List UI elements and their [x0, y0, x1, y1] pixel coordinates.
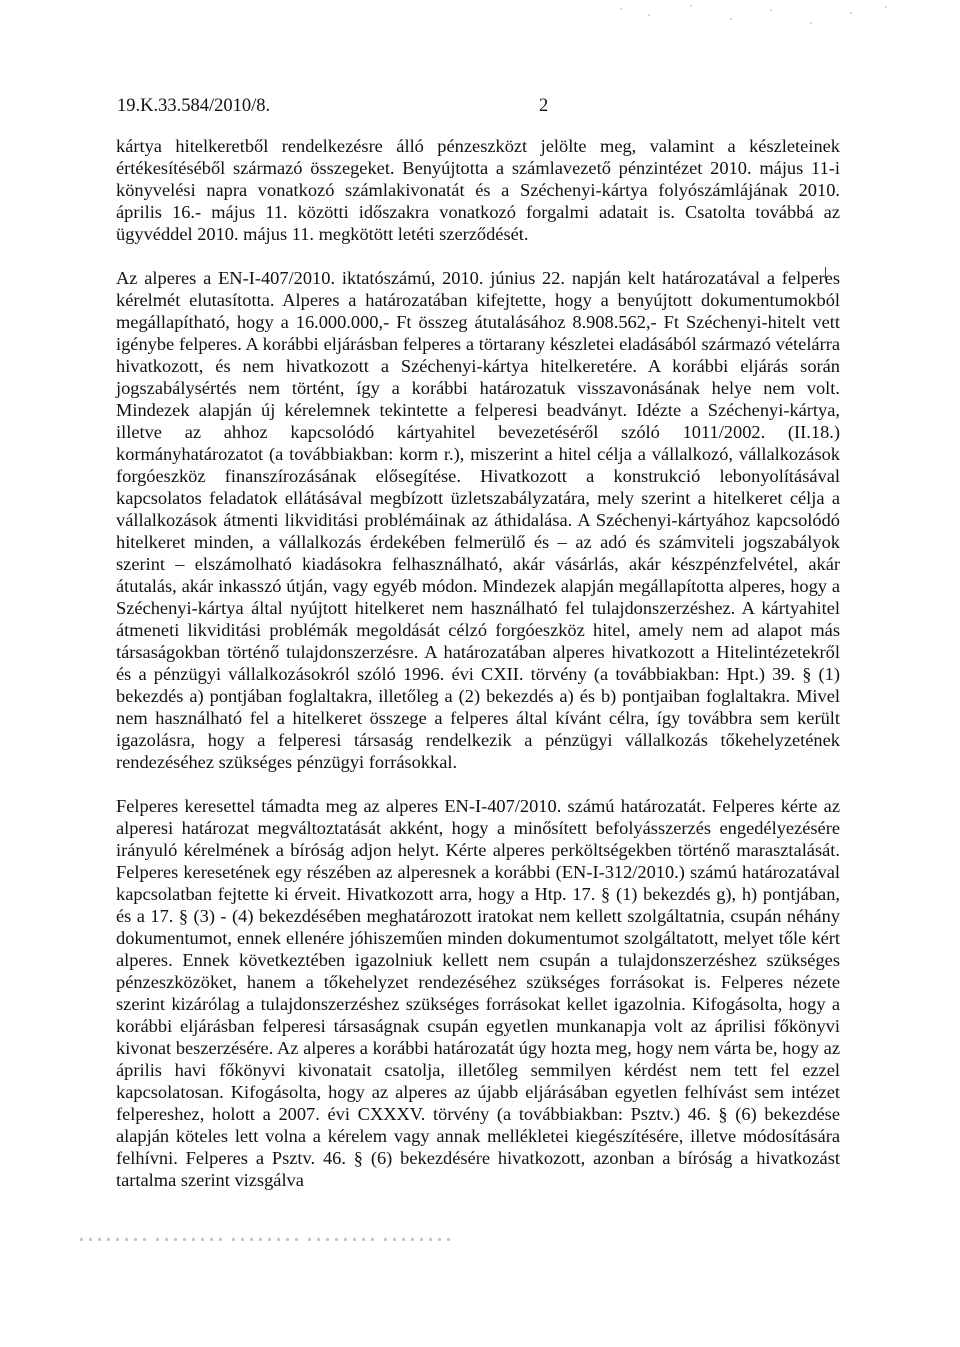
paragraph-3: Felperes keresettel támadta meg az alperes EN-I-407/2010. számú határozatát. Felperes kérte az alperesi határozat megváltoztatását akként, hogy a minősített befolyásszerzés engedélyezésére irányuló kérelmének a bíróság adjon helyt. Kérte alperes perköltségekben történő marasztalását. Felperes keresetének egy részében az alperesnek a korábbi (EN-I-312/2010.) számú határozatával kapcsolatban fejtette ki érveit. Hivatkozott arra, hogy a Htp. 17. § (1) bekezdés g), h) pontjában, és a 17. § (3) - (4) bekezdésében meghatározott iratokat nem kellett szolgáltatnia, csupán néhány dokumentumot, ennek ellenére jóhiszeműen minden dokumentumot szolgáltatott, melyet tőle kért alperes. Ennek következtében igazolniuk kellett nem csupán a tulajdonszerzéshez szükséges pénzeszközöket, hanem a tőkehelyzet rendezéséhez szükséges forrásokat is. Felperes nézete szerint kizárólag a tulajdonszerzéshez szükséges forrásokat kellet igazolnia. Kifogásolta, hogy a korábbi eljárásban felperesi társaságnak csupán egyetlen munkanapja volt az áprilisi főkönyvi kivonat beszerzésére. Az alperes a korábbi határozatát úgy hozta meg, hogy nem várta be, hogy az április havi főkönyvi kivonatait csatolja, illetőleg semmilyen kérdést nem tett fel ezzel kapcsolatosan. Kifogásolta, hogy az alperes az újabb eljárásában egyetlen felhívást sem intézet felpereshez, holott a 2007. évi CXXXV. törvény (a továbbiakban: Psztv.) 46. § (6) bekezdése alapján köteles lett volna a kérelem vagy annak mellékletei kiegészítésére, illetve módosítására felhívni. Felperes a Psztv. 46. § (6) bekezdésére hivatkozott, azonban a bíróság a hivatkozást tartalma szerint vizsgálva — [116, 796, 840, 1190]
document-body — [116, 135, 840, 1191]
scan-noise-bottom — [80, 1228, 860, 1246]
case-reference: 19.K.33.584/2010/8. — [117, 96, 271, 116]
scan-specks — [600, 0, 900, 40]
paragraph-1: kártya hitelkeretből rendelkezésre álló pénzeszközt jelölte meg, valamint a készleteinek értékesítéséből származó összegeket. Benyújtotta a számlavezető pénzintézet 2010. május 11-i könyvelési napra vonatkozó számlakivonatát és a Széchenyi-kártya folyószámlájának 2010. április 16.- május 11. közötti időszakra vonatkozó forgalmi adatait is. Csatolta továbbá az ügyvéddel 2010. május 11. megkötött letéti szerződését. — [116, 136, 840, 244]
page-header — [117, 93, 847, 119]
paragraph-2: Az alperes a EN-I-407/2010. iktatószámú, 2010. június 22. napján kelt határozatával a felperes kérelmét elutasította. Alperes a határozatában kifejtette, hogy a benyújtott dokumentumokból megállapítható, hogy a 16.000.000,- Ft összeg átutalásához 8.908.562,- Ft Széchenyi-hitelt vett igénybe felperes. A korábbi eljárásban felperes a törtarany készletei eladásából származó vételárra hivatkozott, és nem hivatkozott a Széchenyi-kártya hitelkeretére. A korábbi eljárás során jogszabálysértés nem történt, így a korábbi határozatuk visszavonásának helye nem volt. Mindezek alapján új kérelemnek tekintette a felperesi beadványt. Idézte a Széchenyi-kártya, illetve az ahhoz kapcsolódó kártyahitel bevezetéséről szóló 1011/2002. (II.18.) kormányhatározatot (a továbbiakban: korm r.), miszerint a hitel célja a vállalkozó, vállalkozások forgóeszköz finanszírozásának elősegítése. Hivatkozott a konstrukció lebonyolításával kapcsolatos feladatok ellátásával megbízott üzletszabályzatára, mely szerint a hitelkeret célja a vállalkozások átmenti likviditási problémáinak az áthidalása. A Széchenyi-kártyához kapcsolódó hitelkeret minden, a vállalkozás érdekében felmerülő és – az adó és számviteli jogszabályok szerint – elszámolható kiadásokra felhasználható, akár vásárlás, akár készpénzfelvétel, akár átutalás, akár inkasszó útján, vagy egyéb módon. Mindezek alapján megállapította alperes, hogy a Széchenyi-kártya által nyújtott hitelkeret nem használható fel tulajdonszerzéshez. A kártyahitel átmeneti likviditási problémák megoldását célzó forgóeszköz hitel, amely nem ad alapot más társaságokban történő tulajdonszerzésre. A határozatában alperes hivatkozott a Hitelintézetekről és a pénzügyi vállalkozásokról szóló 1996. évi CXII. törvény (a továbbiakban: Hpt.) 39. § (1) bekezdés a) pontjában foglaltakra, illetőleg a (2) bekezdés a) és b) pontjaiban foglaltakra. Mivel nem használható fel a hitelkeret összege a felperes által kívánt célra, így továbbra sem került igazolásra, hogy a felperesi társaság rendelkezik a pénzügyi vállalkozás tőkehelyzetének rendezéséhez szükséges pénzügyi forrásokkal. — [116, 268, 840, 772]
page-number: 2 — [539, 96, 549, 116]
